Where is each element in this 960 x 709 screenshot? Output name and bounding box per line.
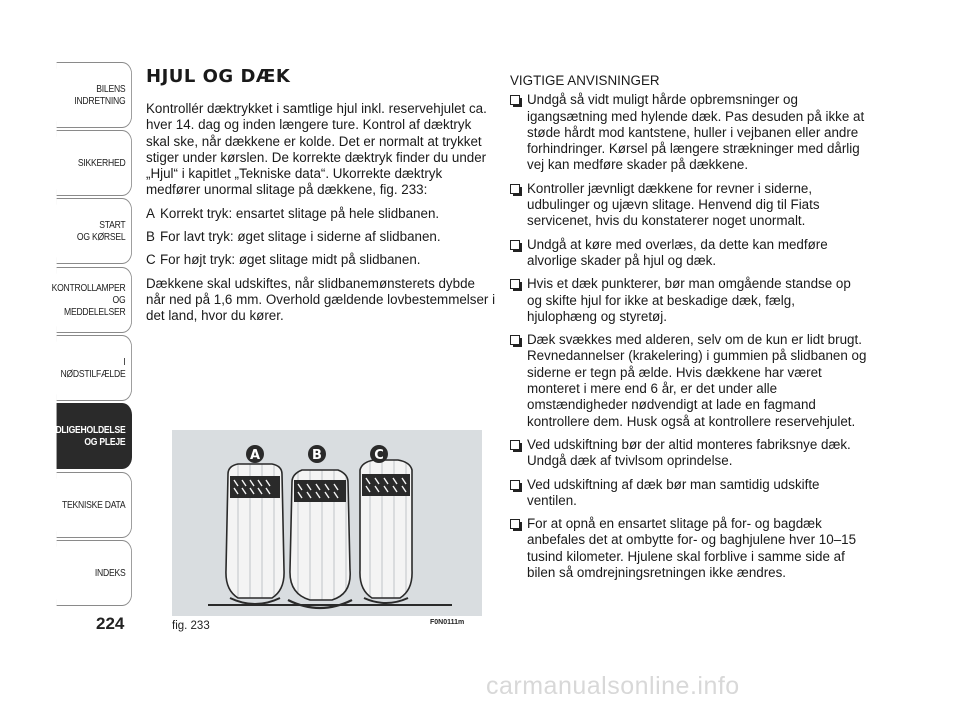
tab-kontrollamper[interactable] <box>51 267 132 333</box>
important-notes <box>508 73 868 588</box>
page-number: 224 <box>96 614 125 633</box>
note-item <box>508 92 868 173</box>
note-text: Dæk svækkes med alderen, selv om de kun er lidt brugt. Revnedannelser (krakelering) i gummien på slidbanen og siderne er tegn på ælde. Hvis dækkene har været monteret i mere end 6 år, er det under alle omstændigheder nødvendigt at lade en fagmand kontrollere dem. Husk også at kontrollere reservehjulet. <box>527 332 867 429</box>
tab-start-og-korsel[interactable] <box>57 198 132 264</box>
tab-label-line1: BILENS <box>96 83 126 95</box>
tyre-wear-figure <box>172 430 482 616</box>
tyre-b-drawing <box>288 470 352 608</box>
checkbox-bullet-icon <box>510 440 520 450</box>
item-text: For højt tryk: øget slitage midt på slidbanen. <box>160 252 421 268</box>
list-item <box>146 229 496 245</box>
note-text: For at opnå en ensartet slitage på for- og bagdæk anbefales det at ombytte for- og baghjulene hver 10–15 tusind kilometer. Hjulene skal forblive i samme side af bilen så omdrejningsretningen ikke ændres. <box>527 516 857 581</box>
item-letter: B <box>146 229 155 245</box>
note-item <box>508 332 868 430</box>
intro-paragraph: Kontrollér dæktrykket i samtlige hjul inkl. reservehjulet ca. hver 14. dag og inden længere ture. Kontrol af dæktryk skal ske, når dækkene er kolde. Det er normalt at trykket stiger under kørslen. De korrekte dæktryk finder du under „Hjul“ i kapitlet „Tekniske data“. Ukorrekte dæktryk medfører unormal slitage på dækkene, fig. 233: <box>146 101 487 198</box>
list-item <box>146 206 496 222</box>
note-text: Hvis et dæk punkterer, bør man omgående standse op og skifte hjul for ikke at beskadige dæk, fælg, hjulophæng og styretøj. <box>527 276 851 324</box>
outro-paragraph: Dækkene skal udskiftes, når slidbanemønsterets dybde når ned på 1,6 mm. Overhold gældende lovbestemmelser i det land, hvor du kører. <box>146 275 496 324</box>
tab-vedligeholdelse-active[interactable] <box>44 403 132 469</box>
note-item <box>508 437 868 470</box>
item-letter: A <box>146 205 155 221</box>
checkbox-bullet-icon <box>510 480 520 490</box>
checkbox-bullet-icon <box>510 279 520 289</box>
note-text: Ved udskiftning af dæk bør man samtidig udskifte ventilen. <box>527 476 820 508</box>
checkbox-bullet-icon <box>510 519 520 529</box>
item-letter: C <box>146 252 156 268</box>
tab-label: I NØDSTILFÆLDE <box>60 356 126 380</box>
label-b: B <box>312 448 322 463</box>
note-text: Undgå at køre med overlæs, da dette kan medføre alvorlige skader på hjul og dæk. <box>527 236 828 268</box>
label-c: C <box>374 448 384 463</box>
note-item <box>508 477 868 510</box>
tyre-wear-illustration <box>172 430 482 616</box>
tab-label: TEKNISKE DATA <box>61 499 126 511</box>
watermark: carmanualsonline.info <box>486 672 740 700</box>
checkbox-bullet-icon <box>510 95 520 105</box>
tab-i-nodstilfaelde[interactable] <box>57 335 132 401</box>
tyre-a-drawing <box>226 464 284 604</box>
tab-label-line1: START <box>99 219 126 231</box>
tyre-c-drawing <box>360 460 412 603</box>
figure-code: F0N0111m <box>430 619 465 626</box>
note-item <box>508 181 868 230</box>
tab-label-line2: INDRETNING <box>74 95 126 107</box>
tab-indeks[interactable] <box>57 540 132 606</box>
tab-label-line2: OG MEDDELELSER <box>64 294 126 318</box>
checkbox-bullet-icon <box>510 240 520 250</box>
note-text: Kontroller jævnligt dækkene for revner i siderne, udbulinger og ujævn slitage. Henvend dig til Fiats servicenet, hvis du konstaterer noget unormalt. <box>527 180 820 229</box>
tab-label-line2: OG PLEJE <box>84 436 126 448</box>
section-hjul-og-daek <box>146 66 496 332</box>
tab-label-line1: VEDLIGEHOLDELSE <box>44 424 126 436</box>
tab-label: SIKKERHED <box>77 157 126 169</box>
section-heading: HJUL OG DÆK <box>146 66 291 87</box>
item-text: For lavt tryk: øget slitage i siderne af slidbanen. <box>160 229 441 245</box>
tab-bilens-indretning[interactable] <box>57 62 132 128</box>
notes-title: VIGTIGE ANVISNINGER <box>510 73 660 88</box>
note-item <box>508 516 868 581</box>
tab-label-line1: KONTROLLAMPER <box>51 282 126 294</box>
note-text: Ved udskiftning bør der altid monteres fabriksnye dæk. Undgå dæk af tvivlsom oprindelse. <box>527 436 851 469</box>
list-item <box>146 252 496 268</box>
note-item <box>508 276 868 325</box>
item-text: Korrekt tryk: ensartet slitage på hele slidbanen. <box>160 205 440 221</box>
label-a: A <box>249 448 261 463</box>
note-item <box>508 237 868 270</box>
checkbox-bullet-icon <box>510 184 520 194</box>
tab-tekniske-data[interactable] <box>57 472 132 538</box>
tab-sikkerhed[interactable] <box>57 130 132 196</box>
chapter-sidebar <box>40 62 134 608</box>
checkbox-bullet-icon <box>510 335 520 345</box>
note-text: Undgå så vidt muligt hårde opbremsninger og igangsætning med hylende dæk. Pas desuden på ikke at støde hårdt mod kantstene, huller i vejbanen eller andre forhindringer. Kørsel på længere strækninger med dårlig vej kan medføre skader på dækkene. <box>527 92 865 173</box>
tab-label-line2: OG KØRSEL <box>76 231 126 243</box>
tab-label: INDEKS <box>94 567 126 579</box>
figure-caption: fig. 233 <box>172 620 210 632</box>
